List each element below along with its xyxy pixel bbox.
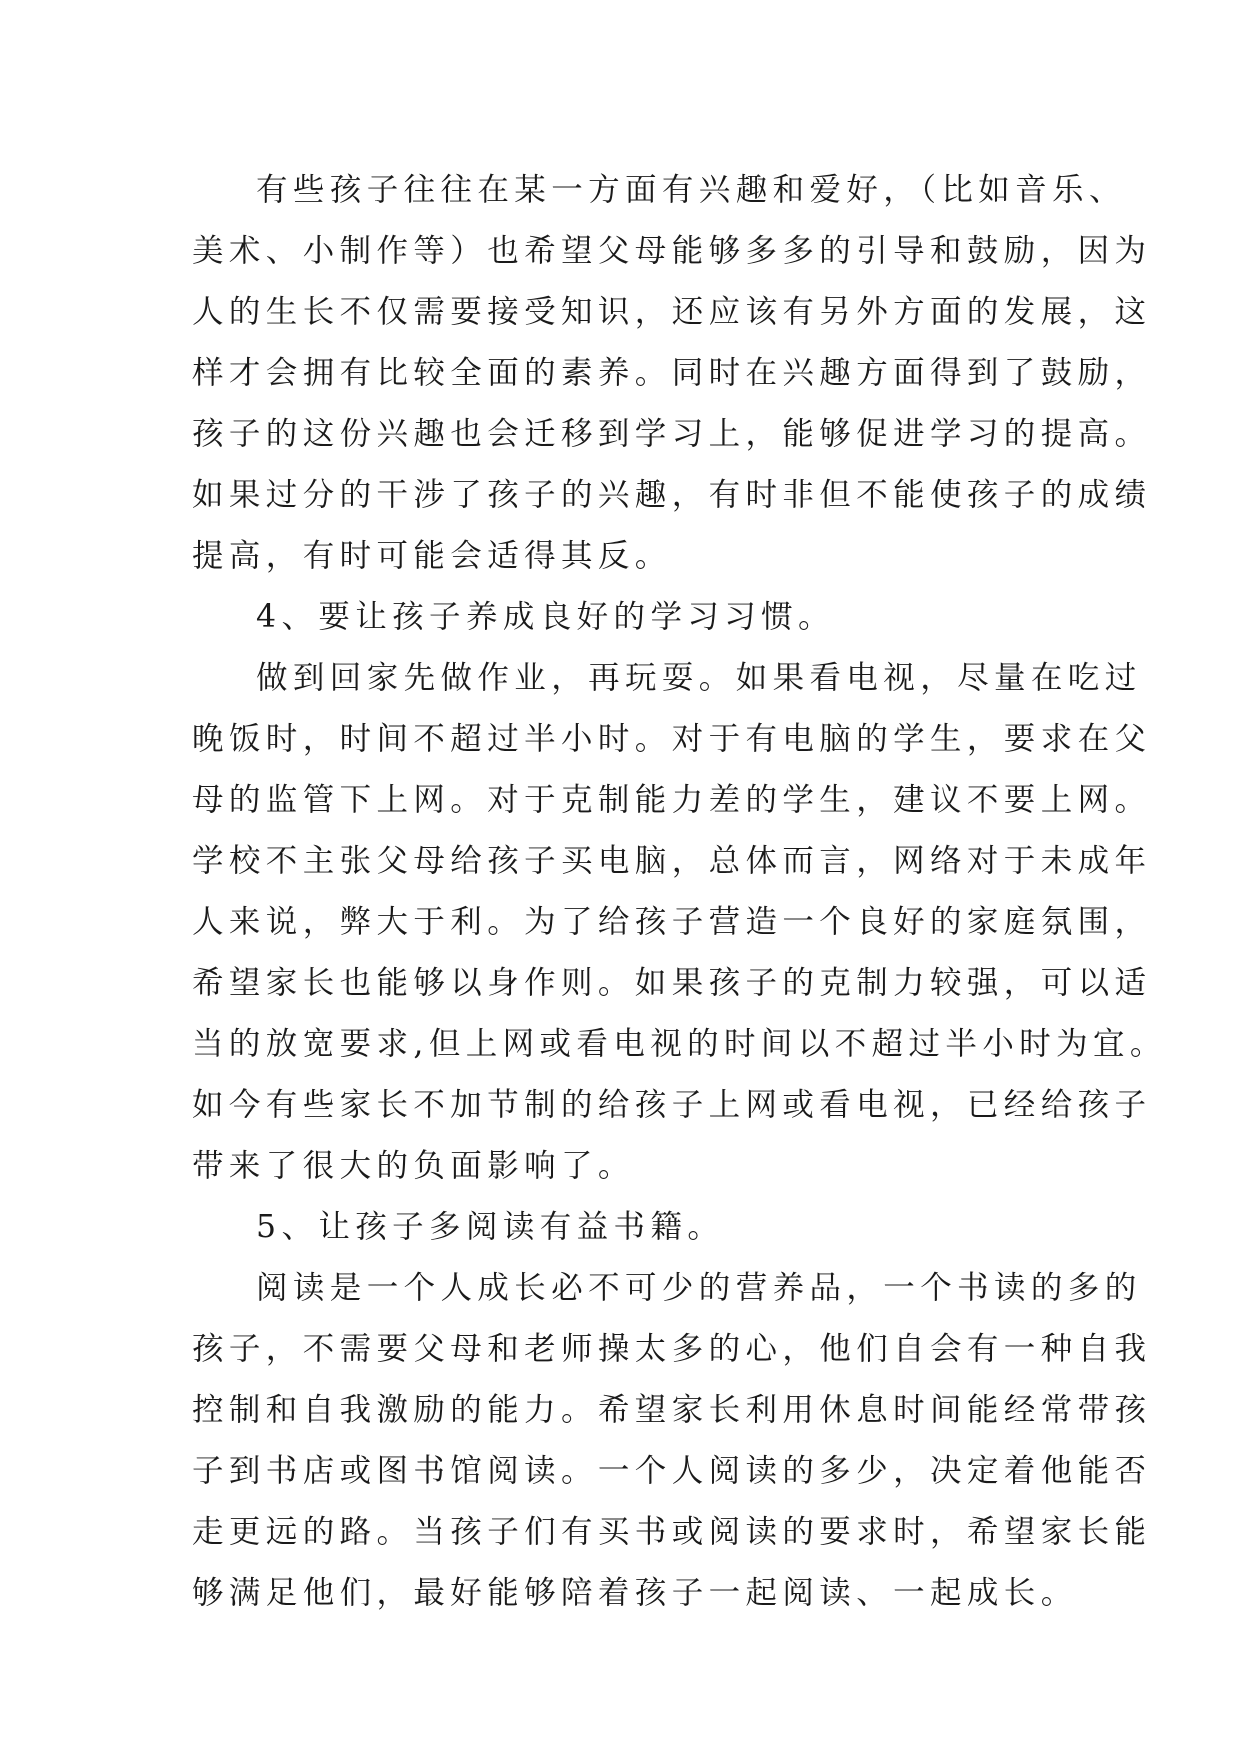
text-line: 如果过分的干涉了孩子的兴趣，有时非但不能使孩子的成绩 [192,477,1152,513]
text-line: 走更远的路。当孩子们有买书或阅读的要求时，希望家长能 [192,1514,1152,1550]
text-line: 希望家长也能够以身作则。如果孩子的克制力较强，可以适 [192,965,1152,1001]
text-line: 阅读是一个人成长必不可少的营养品，一个书读的多的 [256,1270,1142,1306]
text-line: 提高，有时可能会适得其反。 [192,538,672,574]
text-line: 有些孩子往往在某一方面有兴趣和爱好，（比如音乐、 [256,172,1126,208]
text-line: 晚饭时，时间不超过半小时。对于有电脑的学生，要求在父 [192,721,1152,757]
text-line: 人的生长不仅需要接受知识，还应该有另外方面的发展，这 [192,294,1152,330]
text-line: 子到书店或图书馆阅读。一个人阅读的多少，决定着他能否 [192,1453,1152,1489]
text-line: 母的监管下上网。对于克制能力差的学生，建议不要上网。 [192,782,1152,818]
text-line: 当的放宽要求,但上网或看电视的时间以不超过半小时为宜。 [192,1026,1167,1062]
text-line: 带来了很大的负面影响了。 [192,1148,635,1184]
text-line: 如今有些家长不加节制的给孩子上网或看电视，已经给孩子 [192,1087,1152,1123]
document-body [192,160,1167,1624]
section-heading: 5、让孩子多阅读有益书籍。 [256,1209,725,1245]
text-line: 学校不主张父母给孩子买电脑，总体而言，网络对于未成年 [192,843,1152,879]
text-line: 孩子的这份兴趣也会迁移到学习上，能够促进学习的提高。 [192,416,1152,452]
text-line: 美术、小制作等）也希望父母能够多多的引导和鼓励，因为 [192,233,1152,269]
text-line: 做到回家先做作业，再玩耍。如果看电视，尽量在吃过 [256,660,1142,696]
text-line: 样才会拥有比较全面的素养。同时在兴趣方面得到了鼓励， [192,355,1152,391]
text-line: 控制和自我激励的能力。希望家长利用休息时间能经常带孩 [192,1392,1152,1428]
text-line: 人来说，弊大于利。为了给孩子营造一个良好的家庭氛围， [192,904,1152,940]
text-line: 孩子，不需要父母和老师操太多的心，他们自会有一种自我 [192,1331,1152,1367]
text-line: 够满足他们，最好能够陪着孩子一起阅读、一起成长。 [192,1575,1078,1611]
section-heading: 4、要让孩子养成良好的学习习惯。 [256,599,835,635]
